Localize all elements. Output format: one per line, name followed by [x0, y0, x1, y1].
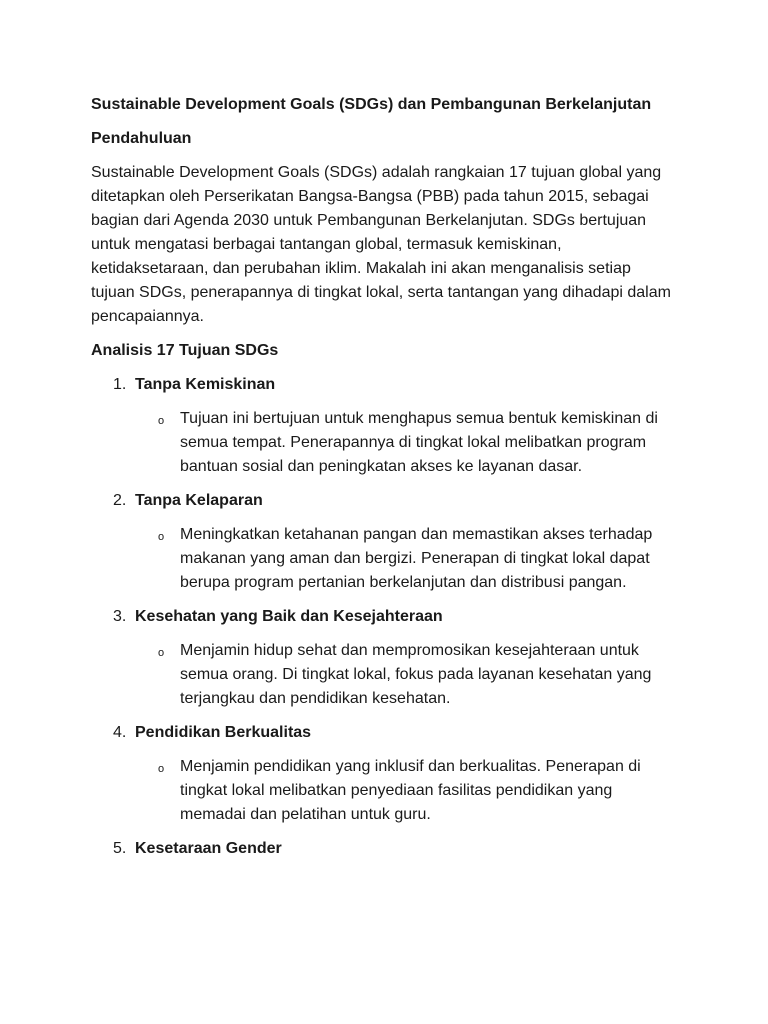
bullet-icon: o	[158, 531, 165, 543]
goal-description: Meningkatkan ketahanan pangan dan memastikan akses terhadap makanan yang aman dan bergizi. Penerapan di tingkat lokal dapat berupa program pertanian berkelanjutan dan distribusi pangan.	[180, 526, 653, 591]
goal-item	[91, 721, 691, 827]
goal-item	[91, 373, 691, 479]
goal-number: 3.	[113, 608, 127, 625]
goal-description-item	[91, 407, 691, 479]
intro-heading: Pendahuluan	[91, 130, 192, 147]
goal-item	[91, 605, 691, 711]
goal-description-item	[91, 523, 691, 595]
goal-title: Kesetaraan Gender	[135, 840, 282, 857]
bullet-icon: o	[158, 647, 165, 659]
goal-item	[91, 489, 691, 595]
document-page	[91, 93, 691, 871]
analysis-heading: Analisis 17 Tujuan SDGs	[91, 342, 279, 359]
intro-paragraph: Sustainable Development Goals (SDGs) adalah rangkaian 17 tujuan global yang ditetapkan oleh Perserikatan Bangsa-Bangsa (PBB) pada tahun 2015, sebagai bagian dari Agenda 2030 untuk Pembangunan Berkelanjutan. SDGs bertujuan untuk mengatasi berbagai tantangan global, termasuk kemiskinan, ketidaksetaraan, dan perubahan iklim. Makalah ini akan menganalisis setiap tujuan SDGs, penerapannya di tingkat lokal, serta tantangan yang dihadapi dalam pencapaiannya.	[91, 164, 671, 325]
goal-item	[91, 837, 691, 861]
goal-description-item	[91, 755, 691, 827]
goal-description: Tujuan ini bertujuan untuk menghapus semua bentuk kemiskinan di semua tempat. Penerapannya di tingkat lokal melibatkan program bantuan sosial dan peningkatan akses ke layanan dasar.	[180, 410, 658, 475]
goal-number: 4.	[113, 724, 127, 741]
goals-list	[91, 373, 691, 861]
bullet-icon: o	[158, 415, 165, 427]
document-title: Sustainable Development Goals (SDGs) dan Pembangunan Berkelanjutan	[91, 96, 652, 113]
goal-title: Tanpa Kemiskinan	[135, 376, 276, 393]
goal-title: Tanpa Kelaparan	[135, 492, 263, 509]
goal-number: 1.	[113, 376, 127, 393]
goal-title: Pendidikan Berkualitas	[135, 724, 312, 741]
bullet-icon: o	[158, 763, 165, 775]
goal-number: 5.	[113, 840, 127, 857]
goal-description: Menjamin pendidikan yang inklusif dan berkualitas. Penerapan di tingkat lokal melibatkan penyediaan fasilitas pendidikan yang memadai dan pelatihan untuk guru.	[180, 758, 641, 823]
goal-description-item	[91, 639, 691, 711]
goal-description: Menjamin hidup sehat dan mempromosikan kesejahteraan untuk semua orang. Di tingkat lokal, fokus pada layanan kesehatan yang terjangkau dan pendidikan kesehatan.	[180, 642, 652, 707]
goal-title: Kesehatan yang Baik dan Kesejahteraan	[135, 608, 443, 625]
goal-number: 2.	[113, 492, 127, 509]
